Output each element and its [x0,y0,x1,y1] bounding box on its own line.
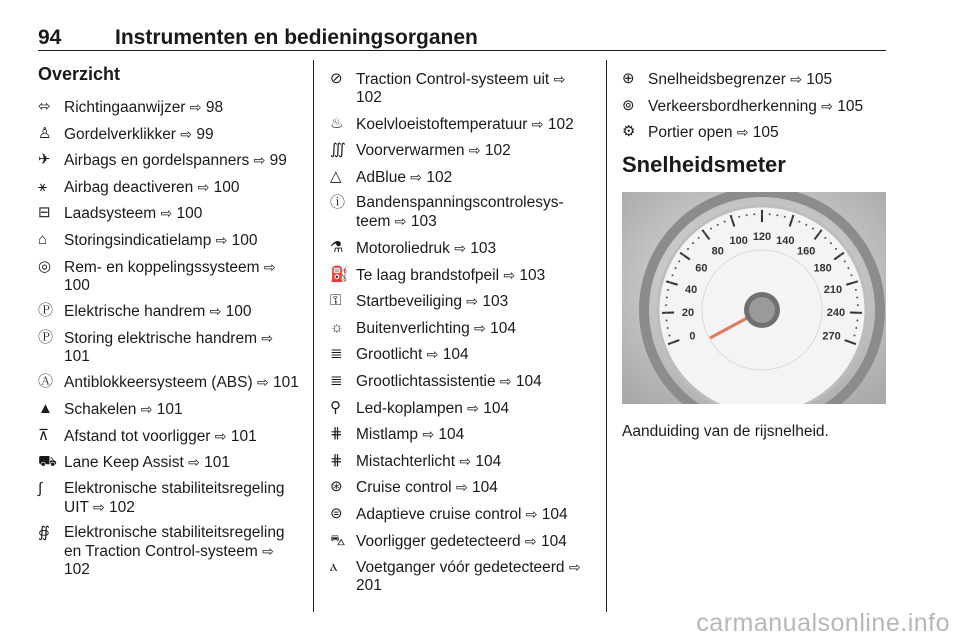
speedometer-label: 60 [695,262,708,275]
page-ref-arrow-icon: ⇨ [568,559,581,576]
speedometer-minor-tick [692,242,694,244]
list-item [38,178,300,197]
indicator-icon: ▲ [38,399,53,417]
section-heading-snelheidsmeter: Snelheidsmeter [622,152,786,178]
speedometer-label: 140 [776,234,795,247]
page-ref-arrow-icon: ⇨ [736,124,749,141]
speedometer-minor-tick [678,261,680,263]
speedometer-label: 180 [813,262,832,275]
indicator-icon: ☼ [330,318,344,336]
page-ref-arrow-icon: ⇨ [140,400,153,417]
speedometer-minor-tick [824,237,826,239]
page-reference[interactable]: 99 [192,125,214,143]
watermark-text: carmanualsonline.info [696,609,950,637]
list-item [38,453,300,472]
indicator-icon: ⬄ [38,98,51,115]
speedometer-minor-tick [830,242,832,244]
page-reference[interactable]: 101 [199,454,230,472]
speedometer-minor-tick [850,274,852,276]
page-reference[interactable]: 101 [64,347,90,365]
page-reference[interactable]: 201 [356,577,382,595]
page-ref-arrow-icon: ⇨ [474,319,486,336]
indicator-icon: ⌂ [38,230,48,248]
speedometer-label: 20 [681,307,695,320]
item-label: Grootlichtassistentie [356,372,496,390]
page-ref-arrow-icon: ⇨ [503,266,516,283]
list-item [38,302,300,321]
column-divider [606,60,607,612]
speedometer-label: 160 [797,245,816,258]
list-item [38,480,300,517]
speedometer-label: 100 [729,234,748,247]
page-reference[interactable]: 104 [471,452,502,470]
column-overview [38,64,300,587]
indicator-icon: Ⓟ [38,328,54,346]
item-label: Lane Keep Assist [64,454,184,472]
indicator-icon: ⚙ [622,123,636,141]
speedometer-minor-tick [855,327,857,329]
item-label: Mistachterlicht [356,452,456,470]
item-label: Mistlamp [356,426,419,444]
list-item [330,425,592,444]
speedometer-minor-tick [668,335,670,337]
item-label: Elektronische stabiliteitsregeling en Traction Control-systeem [64,524,285,561]
speedometer-minor-tick [844,261,846,263]
header-rule [38,50,886,51]
indicator-icon: ⊼ [38,426,49,444]
page-reference[interactable]: 101 [268,374,299,392]
page-reference[interactable]: 102 [356,89,382,106]
list-item [330,292,592,311]
page-reference[interactable]: 104 [478,399,510,417]
list-item [38,524,300,579]
item-label: Storingsindicatielamp [64,231,212,249]
speedometer-minor-tick [854,335,856,337]
speedometer-minor-tick [805,224,807,226]
speedometer-label: 210 [823,283,843,296]
list-item [38,427,300,446]
list-item [330,558,592,595]
page-reference[interactable]: 102 [64,561,90,579]
page-ref-arrow-icon: ⇨ [197,178,210,195]
speedometer-minor-tick [857,304,859,306]
page-reference[interactable]: 103 [515,266,546,284]
item-label: Grootlicht [356,346,423,364]
page-ref-arrow-icon: ⇨ [531,115,544,132]
item-label: Airbags en gordelspanners [64,152,250,170]
page-reference[interactable]: 99 [265,152,287,170]
list-item [330,239,592,258]
indicator-icon: ≣ [330,371,343,389]
page-ref-arrow-icon: ⇨ [256,374,269,391]
page-number: 94 [38,26,62,49]
speedometer-minor-tick [667,327,669,329]
speedometer-minor-tick [753,213,755,215]
page-ref-arrow-icon: ⇨ [214,427,227,444]
speedometer-minor-tick [856,297,858,299]
speedometer-label: 40 [684,283,698,296]
speedometer-minor-tick [682,254,684,256]
indicator-icon: ≣ [330,345,343,363]
page-ref-arrow-icon: ⇨ [253,152,266,169]
item-label: Richtingaanwijzer [64,99,186,116]
list-item [330,266,592,285]
page-ref-arrow-icon: ⇨ [499,372,512,389]
page-reference[interactable]: 101 [226,427,257,445]
page-reference[interactable]: 103 [406,213,437,231]
speedometer-label: 270 [822,330,841,343]
item-label: Rem- en koppelingssysteem [64,258,260,276]
speedometer-minor-tick [687,248,689,250]
page-ref-arrow-icon: ⇨ [821,97,833,114]
item-label: Schakelen [64,400,137,418]
list-item [330,115,592,134]
list-item [330,70,592,107]
list-item [38,373,300,392]
list-item [38,204,300,223]
page-reference[interactable]: 100 [209,178,240,196]
speedometer-minor-tick [671,342,673,344]
indicator-icon: ⋕ [330,451,343,469]
speedometer-minor-tick [853,282,855,284]
item-label: Koelvloeistoftemperatuur [356,115,528,133]
speedometer-minor-tick [672,274,674,276]
indicator-icon: ⓘ [330,194,346,212]
indicator-icon: ⊟ [38,204,51,222]
item-label: Startbeveiliging [356,293,462,311]
speedometer-minor-tick [717,224,719,226]
list-item [38,151,300,170]
page-ref-arrow-icon: ⇨ [790,71,802,87]
page-ref-arrow-icon: ⇨ [394,213,407,230]
item-label: Voetganger vóór gedetecteerd [356,559,565,577]
speedometer-minor-tick [798,221,800,223]
speedometer-illustration [622,192,886,404]
page-ref-arrow-icon: ⇨ [262,543,274,560]
speedometer-minor-tick [856,320,858,322]
speedometer-minor-tick [667,289,669,291]
page-reference[interactable]: 100 [172,205,203,223]
column-indicators [330,70,592,603]
list-item [330,345,592,364]
speedometer-minor-tick [738,216,740,218]
speedometer-minor-tick [665,304,667,306]
page-ref-arrow-icon: ⇨ [459,452,472,469]
page-ref-arrow-icon: ⇨ [467,399,479,416]
page-reference[interactable]: 102 [543,115,574,133]
speedometer-minor-tick [835,248,837,250]
page-reference[interactable]: 105 [801,71,833,88]
list-item [38,258,300,295]
item-label: Voorligger gedetecteerd [356,532,521,550]
item-label: Verkeersbordherkenning [648,97,817,115]
item-label: Antiblokkeersysteem (ABS) [64,374,253,392]
indicator-icon: ∯ [38,524,50,542]
speedometer-minor-tick [857,312,859,314]
speedometer-minor-tick [704,232,706,234]
indicator-icon: ⲁ [330,558,338,576]
indicator-icon: ∫ [38,479,43,497]
speedometer-minor-tick [776,214,778,216]
item-label: Snelheidsbegrenzer [648,71,786,88]
list-item [330,478,592,497]
list-item [38,400,300,419]
list-item [38,329,300,366]
item-label: Laadsysteem [64,205,157,223]
column-divider [313,60,314,612]
indicator-icon: Ⓟ [38,302,54,320]
page-reference[interactable]: 103 [478,293,509,311]
speedometer-label: 0 [689,330,696,343]
indicator-icon: ⊜ [330,504,343,522]
indicator-icon: △ [330,167,342,185]
item-label: Cruise control [356,479,452,497]
speedometer-minor-tick [710,228,712,230]
item-label: Gordelverklikker [64,125,176,143]
indicator-list [330,70,592,595]
section-heading-overzicht: Overzicht [38,64,121,84]
list-item [330,194,592,231]
page-ref-arrow-icon: ⇨ [215,231,228,248]
indicator-icon: ⋕ [330,425,343,443]
indicator-icon: Ⓐ [38,373,54,391]
image-caption: Aanduiding van de rijsnelheid. [622,423,829,441]
speedometer-minor-tick [665,312,667,314]
page-reference[interactable]: 104 [485,319,516,337]
indicator-icon: ⛟ [38,453,57,471]
speedometer-minor-tick [746,214,748,216]
page-ref-arrow-icon: ⇨ [180,125,193,142]
indicator-icon: ⊕ [622,70,635,87]
item-label: Led-koplampen [356,399,463,417]
list-item [330,372,592,391]
page-ref-arrow-icon: ⇨ [261,329,274,346]
speedometer-label: 80 [711,245,724,258]
speedometer-minor-tick [669,282,671,284]
page-ref-arrow-icon: ⇨ [410,168,423,185]
speedometer-minor-tick [731,218,733,220]
page-ref-arrow-icon: ⇨ [426,346,439,363]
indicator-icon: ⛽ [330,265,349,283]
speedometer-minor-tick [818,232,820,234]
list-item [38,125,300,144]
item-label: Elektrische handrem [64,303,206,321]
speedometer-minor-tick [698,237,700,239]
page-reference[interactable]: 100 [64,276,90,294]
item-label: Buitenverlichting [356,319,470,337]
item-label: Storing elektrische handrem [64,329,257,347]
speedometer-minor-tick [855,289,857,291]
page-ref-arrow-icon: ⇨ [468,142,481,159]
page-reference[interactable]: 104 [467,479,498,497]
list-item [330,168,592,187]
page-reference[interactable]: 100 [227,231,258,249]
speedometer-minor-tick [840,254,842,256]
indicator-icon: ⛍ [330,531,346,549]
page-reference[interactable]: 102 [480,142,511,160]
list-item [622,123,886,142]
indicator-icon: ♨ [330,114,344,132]
item-label: Motoroliedruk [356,239,450,257]
speedometer-minor-tick [791,218,793,220]
column-speedometer [622,70,886,441]
page-reference[interactable]: 101 [152,400,183,418]
page-reference[interactable]: 104 [434,426,465,444]
list-item [330,319,592,338]
indicator-icon: ◎ [38,257,52,275]
indicator-icon: ♙ [38,124,52,142]
page-reference[interactable]: 102 [104,498,135,516]
item-label: Afstand tot voorligger [64,427,211,445]
indicator-icon: ✈ [38,151,51,169]
speedometer-minor-tick [812,228,814,230]
speedometer-label: 240 [826,307,846,320]
item-label: Adaptieve cruise control [356,505,522,523]
list-item [330,399,592,418]
page-title: Instrumenten en bedieningsorganen [115,26,478,49]
list-item [622,70,886,89]
indicator-icon: ⊚ [622,96,635,114]
page-ref-arrow-icon: ⇨ [524,532,537,549]
item-label: Traction Control-systeem uit [356,71,550,88]
page-reference[interactable]: 104 [536,532,567,550]
list-item [330,141,592,160]
page-reference[interactable]: 105 [748,124,779,142]
page-ref-arrow-icon: ⇨ [188,454,200,471]
item-label: Te laag brandstofpeil [356,266,500,284]
page-ref-arrow-icon: ⇨ [455,479,468,496]
page-ref-arrow-icon: ⇨ [93,498,105,515]
speedometer-minor-tick [784,216,786,218]
page-ref-arrow-icon: ⇨ [525,505,538,522]
speedometer-minor-tick [761,213,763,215]
page-reference[interactable]: 98 [201,99,224,116]
item-label: Airbag deactiveren [64,178,194,196]
page-reference[interactable]: 102 [422,168,453,186]
indicator-icon: ∭ [330,141,346,159]
page-reference[interactable]: 103 [465,239,497,257]
speedometer-label: 120 [752,231,772,244]
speedometer-minor-tick [724,221,726,223]
overview-list [38,98,300,579]
speedometer-minor-tick [675,267,677,269]
indicator-icon: ⊛ [330,478,343,496]
list-item [38,98,300,117]
speedometer-minor-tick [769,213,771,215]
item-label: AdBlue [356,168,406,186]
item-label: Elektronische stabiliteitsregeling UIT [64,479,285,516]
page-ref-arrow-icon: ⇨ [263,258,276,275]
item-label: Portier open [648,124,733,142]
list-item [330,532,592,551]
list-item [38,231,300,250]
page-reference[interactable]: 104 [537,505,568,523]
indicator-icon: ⚹ [38,177,48,195]
page-ref-arrow-icon: ⇨ [422,426,435,443]
page-reference[interactable]: 104 [438,346,469,364]
indicator-icon: ⚲ [330,398,341,416]
item-label: Bandenspanningscontrolesysteem [356,194,564,231]
item-label: Voorverwarmen [356,142,465,160]
page-ref-arrow-icon: ⇨ [454,239,466,256]
indicator-icon: ⊘ [330,70,343,87]
indicator-icon: ⚗ [330,238,344,256]
speedometer-image [622,192,886,404]
speedometer-minor-tick [666,320,668,322]
list-item [330,452,592,471]
page-reference[interactable]: 100 [221,303,252,321]
list-item [330,505,592,524]
page-ref-arrow-icon: ⇨ [466,293,479,310]
list-item [622,97,886,116]
page-ref-arrow-icon: ⇨ [160,205,173,222]
indicator-icon: ⚿ [330,292,342,310]
speedometer-minor-tick [847,267,849,269]
page-reference[interactable]: 105 [832,97,864,115]
speedometer-minor-tick [666,297,668,299]
page-ref-arrow-icon: ⇨ [189,99,202,115]
page-reference[interactable]: 104 [511,372,542,390]
page-ref-arrow-icon: ⇨ [553,71,566,87]
indicator-list-continued [622,70,886,142]
page-ref-arrow-icon: ⇨ [209,303,222,320]
